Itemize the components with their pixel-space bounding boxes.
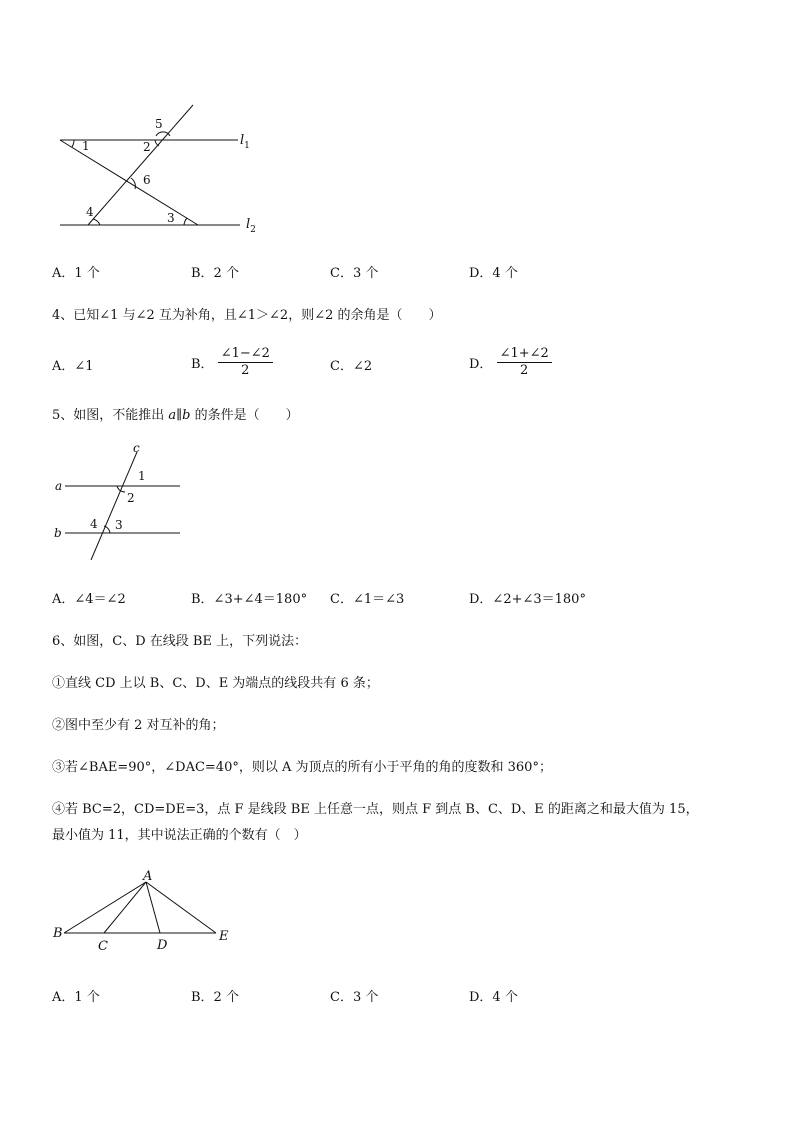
angle-label-q5-2: 2 bbox=[127, 491, 135, 505]
angle-label-5: 5 bbox=[155, 117, 163, 131]
q4-option-d-numerator: ∠1+∠2 bbox=[497, 346, 552, 363]
q4-option-b-prefix: B． bbox=[191, 357, 214, 372]
point-label-e: E bbox=[219, 929, 229, 944]
q4-option-b-denominator: 2 bbox=[241, 363, 250, 378]
point-label-b: B bbox=[53, 926, 63, 941]
q4-option-d-denominator: 2 bbox=[520, 363, 529, 378]
q5-option-d: D．∠2+∠3＝180° bbox=[469, 592, 586, 607]
label-b: b bbox=[54, 526, 62, 540]
angle-label-2: 2 bbox=[143, 140, 151, 154]
q3-option-a: A．1 个 bbox=[52, 266, 100, 281]
q6-stem: 6、如图，C、D 在线段 BE 上，下列说法： bbox=[52, 634, 308, 649]
q4-option-b-numerator: ∠1−∠2 bbox=[218, 346, 273, 363]
q6-option-c: C．3 个 bbox=[330, 990, 379, 1005]
segment-ae bbox=[146, 882, 216, 933]
line-label-l2: $l_2$ bbox=[246, 217, 256, 235]
q6-option-b: B．2 个 bbox=[191, 990, 239, 1005]
q4-option-d-prefix: D． bbox=[469, 357, 493, 372]
q5-option-c: C．∠1＝∠3 bbox=[330, 592, 405, 607]
q6-statement-4-line-1: ④若 BC=2，CD=DE=3，点 F 是线段 BE 上任意一点，则点 F 到点 B、C、D、E 的距离之和最大值为 15， bbox=[52, 802, 699, 817]
q6-statement-2: ②图中至少有 2 对互补的角； bbox=[52, 718, 225, 733]
segment-ac bbox=[104, 882, 146, 933]
point-label-c: C bbox=[98, 939, 108, 954]
q3-option-d: D．4 个 bbox=[469, 266, 518, 281]
q5-stem-post: 的条件是（ ） bbox=[190, 408, 299, 423]
line-label-l1: $l_1$ bbox=[240, 133, 250, 151]
angle-label-q5-1: 1 bbox=[138, 469, 146, 483]
point-label-a: A bbox=[143, 869, 153, 884]
angle-label-6: 6 bbox=[143, 173, 151, 187]
angle-label-q5-3: 3 bbox=[115, 518, 123, 532]
segment-ab bbox=[64, 882, 146, 933]
q6-statement-3: ③若∠BAE=90°，∠DAC=40°，则以 A 为顶点的所有小于平角的角的度数和 360°； bbox=[52, 760, 552, 775]
q5-stem-pre: 5、如图，不能推出 bbox=[52, 408, 169, 423]
angle-label-1: 1 bbox=[82, 139, 90, 153]
q6-statement-4-line-2: 最小值为 11，其中说法正确的个数有（ ） bbox=[52, 828, 307, 843]
angle-label-3: 3 bbox=[167, 211, 175, 225]
q4-option-c: C．∠2 bbox=[330, 359, 373, 374]
q3-option-b: B．2 个 bbox=[191, 266, 239, 281]
q4-stem: 4、已知∠1 与∠2 互为补角，且∠1＞∠2，则∠2 的余角是（ ） bbox=[52, 308, 442, 323]
q5-option-b: B．∠3+∠4＝180° bbox=[191, 592, 308, 607]
q3-option-c: C．3 个 bbox=[330, 266, 379, 281]
q5-stem-variable: a∥b bbox=[168, 408, 191, 423]
q4-option-a: A．∠1 bbox=[52, 359, 94, 374]
q6-option-d: D．4 个 bbox=[469, 990, 518, 1005]
q6-statement-1: ①直线 CD 上以 B、C、D、E 为端点的线段共有 6 条； bbox=[52, 676, 379, 691]
label-c: c bbox=[133, 441, 140, 455]
label-a: a bbox=[55, 479, 63, 493]
point-label-d: D bbox=[157, 938, 168, 953]
segment-ad bbox=[146, 882, 160, 933]
angle-label-4: 4 bbox=[86, 205, 94, 219]
q5-option-a: A．∠4＝∠2 bbox=[52, 592, 126, 607]
angle-label-q5-4: 4 bbox=[90, 517, 98, 531]
q6-option-a: A．1 个 bbox=[52, 990, 100, 1005]
